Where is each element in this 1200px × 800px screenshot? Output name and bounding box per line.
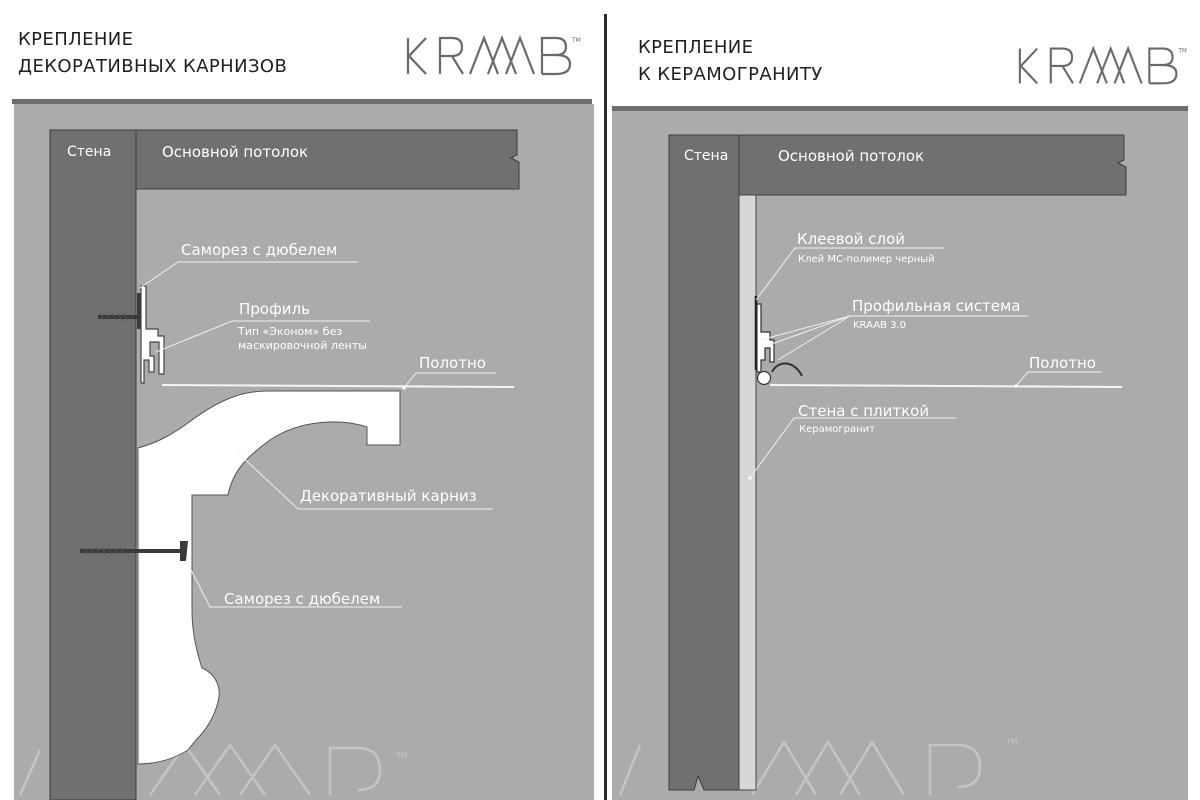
profile-label: Профиль	[239, 300, 310, 318]
profile-system-label: Профильная система	[852, 297, 1021, 315]
glue-note: Клей МС-полимер черный	[798, 254, 935, 265]
profile-system-note: KRAAB 3.0	[853, 320, 907, 331]
wall-label: Стена	[67, 144, 112, 160]
tile-wall-label: Стена с плиткой	[798, 402, 930, 420]
screw-bottom-label: Саморез с дюбелем	[224, 590, 381, 608]
tile-note: Керамогранит	[799, 424, 875, 435]
cornice-label: Декоративный карниз	[300, 487, 477, 505]
panel-title: КРЕПЛЕНИЕ К КЕРАМОГРАНИТУ	[638, 37, 823, 85]
canvas-label: Полотно	[419, 354, 486, 372]
screw-top-label: Саморез с дюбелем	[181, 241, 338, 259]
svg-text:TM: TM	[396, 751, 408, 760]
trademark-label: TM	[572, 37, 581, 44]
svg-text:TM: TM	[1006, 738, 1018, 747]
porcelain-tile-layer	[739, 195, 756, 790]
wall-block	[669, 135, 739, 790]
wall-block	[50, 130, 136, 800]
wall-label: Стена	[684, 148, 729, 164]
canvas-label: Полотно	[1029, 354, 1096, 372]
panel-divider	[604, 14, 607, 800]
ceiling-slab	[739, 135, 1126, 195]
trademark-label: TM	[1178, 48, 1187, 55]
glue-layer-label: Клеевой слой	[797, 230, 905, 248]
profile-note-line1: Тип «Эконом» без	[238, 325, 343, 338]
panel-porcelain-mounting	[612, 0, 1200, 800]
ceiling-label: Основной потолок	[778, 147, 925, 165]
porcelain-diagram	[612, 0, 1200, 800]
profile-note-line2: маскировочной ленты	[238, 339, 367, 352]
panel-title: КРЕПЛЕНИЕ ДЕКОРАТИВНЫХ КАРНИЗОВ	[18, 29, 288, 77]
ceiling-label: Основной потолок	[162, 143, 309, 161]
